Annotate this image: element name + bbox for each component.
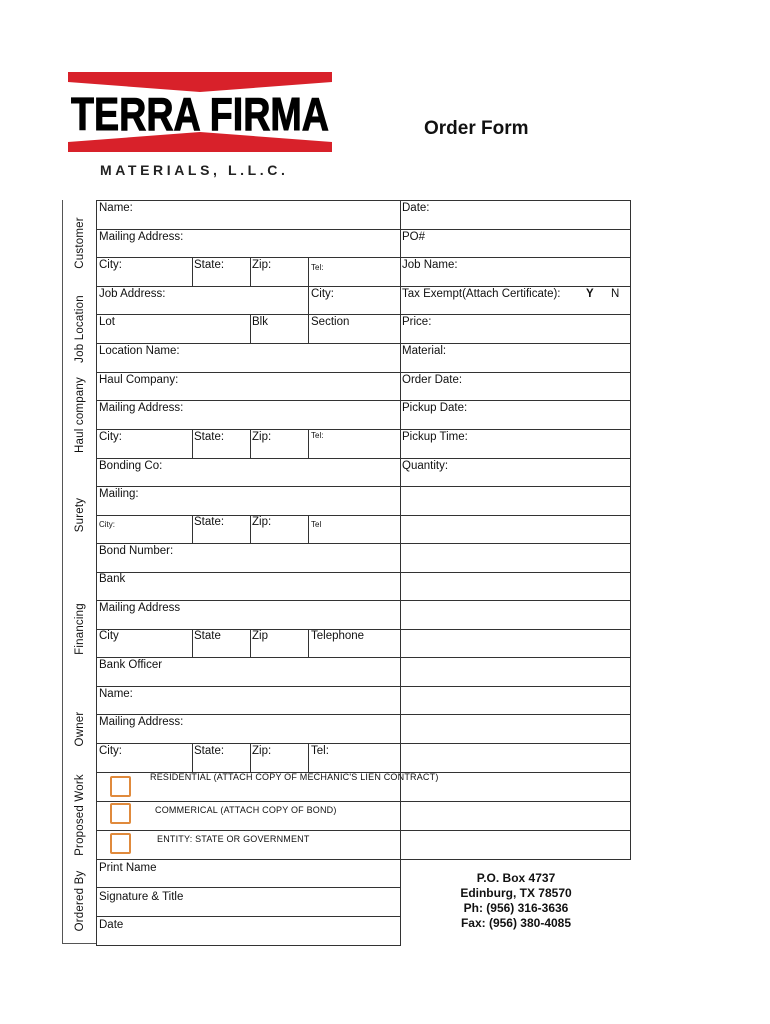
grid-line <box>96 486 630 487</box>
grid-line <box>96 945 401 946</box>
section-ordered-by: Ordered By <box>62 858 96 944</box>
bank-zip-field[interactable]: Zip <box>252 630 268 642</box>
pickup-time-field[interactable]: Pickup Time: <box>402 431 468 443</box>
section-customer: Customer <box>62 200 96 286</box>
pickup-date-field[interactable]: Pickup Date: <box>402 402 468 414</box>
grid-line <box>630 200 631 860</box>
grid-line <box>308 286 309 314</box>
grid-line <box>96 543 630 544</box>
bank-field[interactable]: Bank <box>99 573 126 585</box>
grid-line <box>308 629 309 657</box>
order-date-field[interactable]: Order Date: <box>402 374 463 386</box>
grid-line <box>96 714 630 715</box>
grid-line <box>96 801 630 802</box>
bank-telephone-field[interactable]: Telephone <box>311 630 365 642</box>
print-name-field[interactable]: Print Name <box>99 862 157 874</box>
tax-exempt-field: Tax Exempt(Attach Certificate): <box>402 288 561 300</box>
commercial-checkbox[interactable] <box>110 803 131 824</box>
logo-text: TERRA FIRMA <box>71 88 329 140</box>
job-name-field[interactable]: Job Name: <box>402 259 458 271</box>
surety-city-field[interactable]: City: <box>99 520 115 529</box>
bank-mailing-field[interactable]: Mailing Address <box>99 602 181 614</box>
residential-label: RESIDENTIAL (ATTACH COPY OF MECHANIC'S LIEN CONTRACT) <box>150 772 439 782</box>
owner-state-field[interactable]: State: <box>194 745 225 757</box>
grid-line <box>308 743 309 772</box>
grid-line <box>192 515 193 543</box>
grid-line <box>96 657 630 658</box>
owner-zip-field[interactable]: Zip: <box>252 745 272 757</box>
grid-line <box>96 458 630 459</box>
section-haul-company: Haul company <box>62 372 96 458</box>
po-box: P.O. Box 4737 <box>476 871 556 885</box>
bank-city-field[interactable]: City <box>99 630 119 642</box>
grid-line <box>96 887 401 888</box>
grid-line <box>192 743 193 772</box>
contact-phone: Ph: (956) 316-3636 <box>463 901 569 915</box>
haul-zip-field[interactable]: Zip: <box>252 431 272 443</box>
contact-city: Edinburg, TX 78570 <box>460 886 572 900</box>
haul-mailing-field[interactable]: Mailing Address: <box>99 402 184 414</box>
tax-exempt-no[interactable]: N <box>611 288 620 300</box>
grid-line <box>308 257 309 286</box>
price-field[interactable]: Price: <box>402 316 432 328</box>
grid-line <box>96 572 630 573</box>
date-field[interactable]: Date: <box>402 202 430 214</box>
grid-line <box>250 429 251 458</box>
grid-line <box>250 257 251 286</box>
grid-line <box>96 200 630 201</box>
section-owner: Owner <box>62 686 96 772</box>
grid-line <box>96 372 630 373</box>
grid-line <box>192 429 193 458</box>
grid-line <box>96 686 630 687</box>
location-name-field[interactable]: Location Name: <box>99 345 180 357</box>
grid-line <box>96 429 630 430</box>
grid-line <box>96 314 630 315</box>
bonding-co-field[interactable]: Bonding Co: <box>99 460 163 472</box>
grid-line <box>250 515 251 543</box>
haul-tel-field[interactable]: Tel: <box>311 431 324 440</box>
job-address-field[interactable]: Job Address: <box>99 288 166 300</box>
contact-block <box>402 871 630 931</box>
customer-tel-field[interactable]: Tel: <box>311 263 324 272</box>
grid-line <box>96 400 630 401</box>
grid-line <box>250 314 251 343</box>
job-lot-field[interactable]: Lot <box>99 316 115 328</box>
section-proposed-work: Proposed Work <box>62 772 96 858</box>
haul-state-field[interactable]: State: <box>194 431 225 443</box>
grid-line <box>308 314 309 343</box>
grid-line <box>96 916 401 917</box>
bank-state-field[interactable]: State <box>194 630 221 642</box>
owner-name-field[interactable]: Name: <box>99 688 133 700</box>
grid-line <box>96 229 630 230</box>
surety-zip-field[interactable]: Zip: <box>252 516 272 528</box>
grid-line <box>96 600 630 601</box>
grid-line <box>96 859 630 860</box>
owner-city-field[interactable]: City: <box>99 745 122 757</box>
customer-state-field[interactable]: State: <box>194 259 225 271</box>
job-section-field[interactable]: Section <box>311 316 350 328</box>
grid-line <box>400 200 401 945</box>
quantity-field[interactable]: Quantity: <box>402 460 449 472</box>
entity-checkbox[interactable] <box>110 833 131 854</box>
section-job-location: Job Location <box>62 286 96 372</box>
tax-exempt-yes[interactable]: Y <box>586 288 594 300</box>
contact-fax: Fax: (956) 380-4085 <box>460 916 572 930</box>
owner-mailing-field[interactable]: Mailing Address: <box>99 716 184 728</box>
surety-state-field[interactable]: State: <box>194 516 225 528</box>
surety-mailing-field[interactable]: Mailing: <box>99 488 139 500</box>
company-subtitle: MATERIALS, L.L.C. <box>100 162 289 178</box>
grid-line <box>96 257 630 258</box>
customer-mailing-field[interactable]: Mailing Address: <box>99 231 184 243</box>
section-financing: Financing <box>62 572 96 686</box>
commercial-label: COMMERICAL (ATTACH COPY OF BOND) <box>155 805 337 815</box>
material-field[interactable]: Material: <box>402 345 447 357</box>
customer-zip-field[interactable]: Zip: <box>252 259 272 271</box>
owner-tel-field[interactable]: Tel: <box>311 745 329 757</box>
grid-line <box>96 200 97 945</box>
grid-line <box>192 629 193 657</box>
grid-line <box>96 343 630 344</box>
terra-firma-logo <box>68 72 332 152</box>
residential-checkbox[interactable] <box>110 776 131 797</box>
haul-company-field[interactable]: Haul Company: <box>99 374 179 386</box>
grid-line <box>96 515 630 516</box>
grid-line <box>250 743 251 772</box>
grid-line <box>250 629 251 657</box>
grid-line <box>96 743 630 744</box>
bond-number-field[interactable]: Bond Number: <box>99 545 174 557</box>
grid-line <box>308 429 309 458</box>
grid-line <box>96 286 630 287</box>
customer-city-field[interactable]: City: <box>99 259 122 271</box>
job-city-field[interactable]: City: <box>311 288 334 300</box>
grid-line <box>308 515 309 543</box>
form-title: Order Form <box>424 118 529 139</box>
surety-tel-field[interactable]: Tel <box>311 520 322 529</box>
po-field[interactable]: PO# <box>402 231 426 243</box>
grid-line <box>192 257 193 286</box>
date-sign-field[interactable]: Date <box>99 919 124 931</box>
section-surety: Surety <box>62 458 96 572</box>
entity-label: ENTITY: STATE OR GOVERNMENT <box>157 834 310 844</box>
bank-officer-field[interactable]: Bank Officer <box>99 659 163 671</box>
grid-line <box>96 830 630 831</box>
job-blk-field[interactable]: Blk <box>252 316 268 328</box>
customer-name-field[interactable]: Name: <box>99 202 133 214</box>
haul-city-field[interactable]: City: <box>99 431 122 443</box>
signature-title-field[interactable]: Signature & Title <box>99 891 184 903</box>
